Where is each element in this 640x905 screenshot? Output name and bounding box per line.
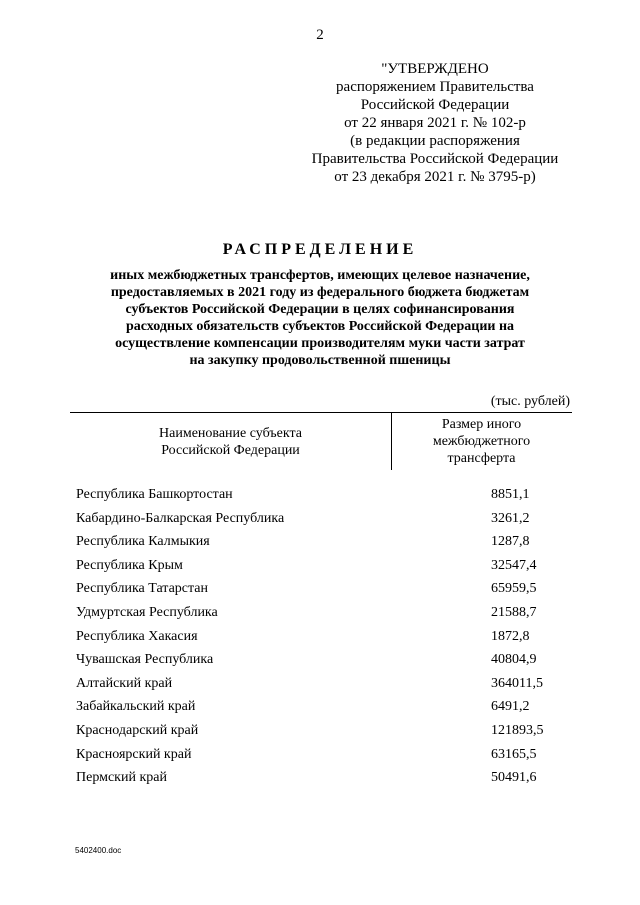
subject-name: Республика Татарстан — [76, 581, 209, 597]
approval-line: (в редакции распоряжения — [350, 133, 520, 149]
transfer-amount: 3261,2 — [491, 510, 530, 526]
approval-line: от 23 декабря 2021 г. № 3795-р) — [334, 169, 536, 185]
transfer-amount: 1872,8 — [491, 628, 530, 644]
subject-name: Краснодарский край — [76, 722, 199, 738]
table-row — [76, 533, 572, 557]
table-row — [76, 510, 572, 534]
document-subtitle — [60, 267, 580, 369]
subject-name: Пермский край — [76, 770, 167, 786]
transfer-amount: 364011,5 — [491, 675, 543, 691]
table-row — [76, 486, 572, 510]
transfer-amount: 121893,5 — [491, 722, 544, 738]
approval-line: от 22 января 2021 г. № 102-р — [344, 115, 526, 131]
document-title: РАСПРЕДЕЛЕНИЕ — [222, 241, 418, 258]
approval-line: Правительства Российской Федерации — [311, 151, 559, 167]
subtitle-line: иных межбюджетных трансфертов, имеющих целевое назначение, — [110, 268, 530, 283]
table-row — [76, 604, 572, 628]
header-line: Размер иного — [441, 417, 522, 432]
page-number: 2 — [316, 27, 324, 43]
header-line: трансферта — [447, 451, 516, 466]
table-row — [76, 651, 572, 675]
subtitle-line: осуществление компенсации производителям муки части затрат — [115, 336, 525, 351]
transfer-amount: 21588,7 — [491, 604, 537, 620]
subject-name: Чувашская Республика — [76, 652, 214, 668]
header-line: межбюджетного — [432, 434, 531, 449]
unit-note: (тыс. рублей) — [490, 394, 570, 409]
transfer-amount: 40804,9 — [491, 652, 537, 668]
subtitle-line: на закупку продовольственной пшеницы — [189, 353, 451, 368]
document-code: 5402400.doc — [75, 846, 122, 855]
table-body — [76, 486, 572, 793]
table-row — [76, 698, 572, 722]
transfer-amount: 1287,8 — [491, 534, 530, 550]
subject-name: Удмуртская Республика — [76, 604, 218, 620]
table-row — [76, 557, 572, 581]
transfer-amount: 32547,4 — [491, 557, 537, 573]
approval-line: "УТВЕРЖДЕНО — [381, 61, 489, 77]
table-row — [76, 628, 572, 652]
table-row — [76, 675, 572, 699]
subtitle-line: предоставляемых в 2021 году из федерального бюджета бюджетам — [110, 285, 530, 300]
table-row — [76, 746, 572, 770]
subject-name: Республика Калмыкия — [76, 534, 210, 550]
transfer-amount: 6491,2 — [491, 699, 530, 715]
subject-name: Республика Крым — [76, 557, 183, 573]
table-top-border — [70, 412, 572, 413]
approval-line: распоряжением Правительства — [336, 79, 534, 95]
approval-stamp — [300, 60, 570, 186]
transfer-amount: 8851,1 — [491, 487, 530, 502]
subject-name: Алтайский край — [76, 675, 173, 691]
subtitle-line: субъектов Российской Федерации в целях софинансирования — [125, 302, 515, 317]
table-row — [76, 580, 572, 604]
approval-line: Российской Федерации — [360, 97, 510, 113]
table-header-amount — [391, 416, 572, 467]
transfer-amount: 50491,6 — [491, 770, 537, 786]
header-line: Наименование субъекта — [159, 426, 302, 441]
subject-name: Забайкальский край — [76, 699, 196, 715]
table-row — [76, 769, 572, 793]
transfer-amount: 63165,5 — [491, 746, 537, 762]
header-line: Российской Федерации — [161, 443, 300, 458]
subtitle-line: расходных обязательств субъектов Российской Федерации на — [125, 319, 515, 334]
table-header-subject — [70, 425, 391, 459]
table-row — [76, 722, 572, 746]
transfer-amount: 65959,5 — [491, 581, 537, 597]
subject-name: Республика Хакасия — [76, 628, 198, 644]
subject-name: Кабардино-Балкарская Республика — [76, 510, 285, 526]
subject-name: Красноярский край — [76, 746, 192, 762]
subject-name: Республика Башкортостан — [76, 487, 233, 502]
